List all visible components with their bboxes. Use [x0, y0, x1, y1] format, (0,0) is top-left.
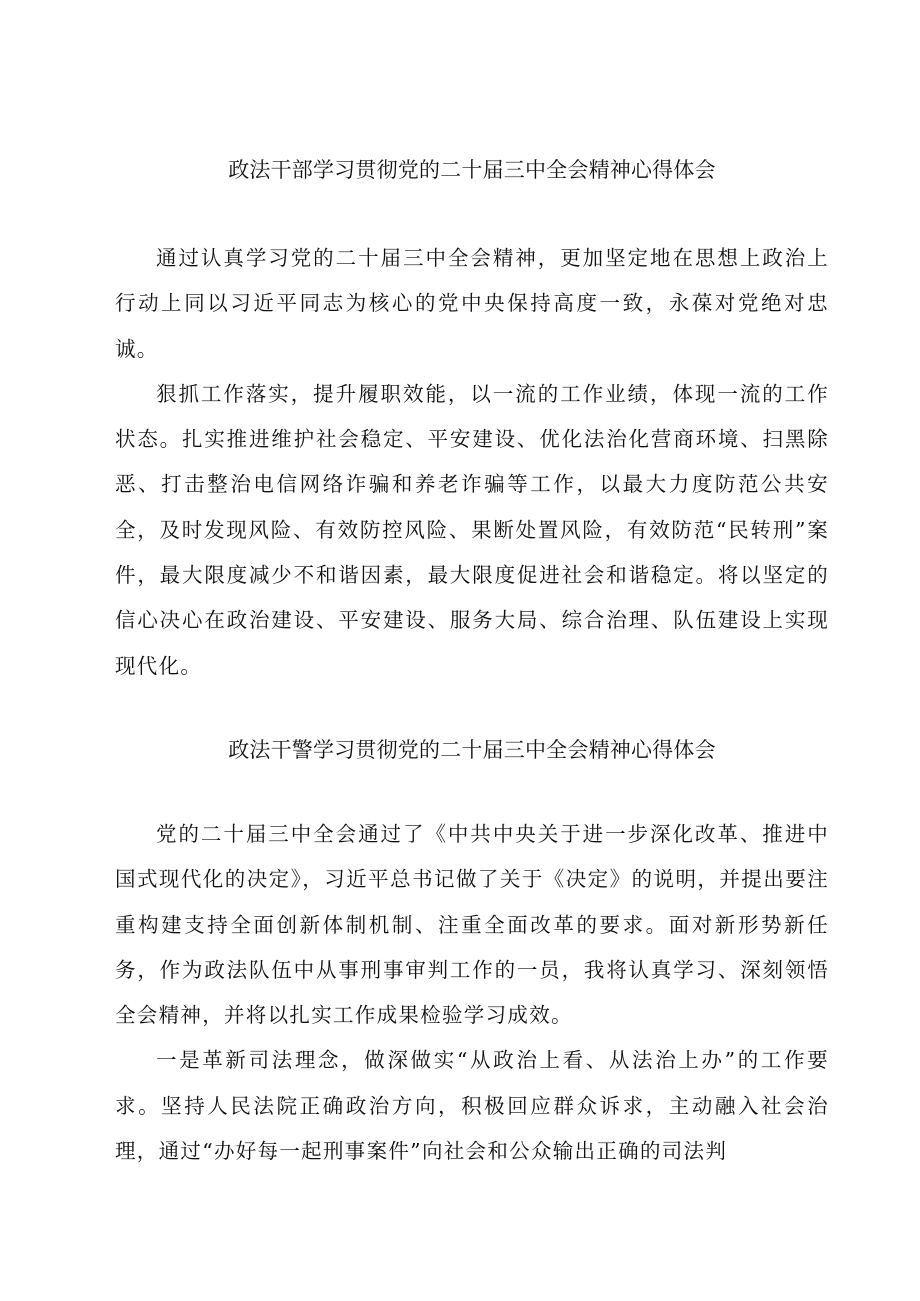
title-spacer	[115, 768, 829, 812]
document-section	[115, 152, 829, 689]
paragraph: 一是革新司法理念，做深做实“从政治上看、从法治上办”的工作要求。坚持人民法院正确政治方向，积极回应群众诉求，主动融入社会治理，通过“办好每一起刑事案件”向社会和公众输出正确的司法判	[115, 1048, 829, 1164]
paragraph: 党的二十届三中全会通过了《中共中央关于进一步深化改革、推进中国式现代化的决定》，习近平总书记做了关于《决定》的说明，并提出要注重构建支持全面创新体制机制、注重全面改革的要求。面对新形势新任务，作为政法队伍中从事刑事审判工作的一员，我将认真学习、深刻领悟全会精神，并将以扎实工作成果检验学习成效。	[115, 822, 829, 1028]
paragraph: 狠抓工作落实，提升履职效能，以一流的工作业绩，体现一流的工作状态。扎实推进维护社会稳定、平安建设、优化法治化营商环境、扫黑除恶、打击整治电信网络诈骗和养老诈骗等工作，以最大力度防范公共安全，及时发现风险、有效防控风险、果断处置风险，有效防范“民转刑”案件，最大限度减少不和谐因素，最大限度促进社会和谐稳定。将以坚定的信心决心在政治建设、平安建设、服务大局、综合治理、队伍建设上实现现代化。	[115, 381, 829, 678]
section-title: 政法干警学习贯彻党的二十届三中全会精神心得体会	[228, 738, 716, 762]
paragraph: 通过认真学习党的二十届三中全会精神，更加坚定地在思想上政治上行动上同以习近平同志为核心的党中央保持高度一致，永葆对党绝对忠诚。	[115, 246, 829, 361]
title-spacer	[115, 188, 829, 236]
document-section	[115, 732, 829, 1174]
section-title: 政法干部学习贯彻党的二十届三中全会精神心得体会	[228, 158, 716, 182]
